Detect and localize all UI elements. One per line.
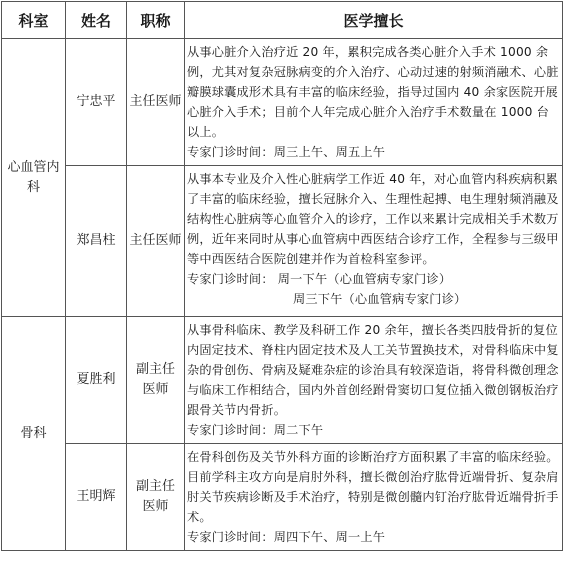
clinic-time: 专家门诊时间：周二下午 (187, 423, 324, 437)
doctor-title (127, 317, 185, 444)
expertise-text: 从事骨科临床、教学及科研工作 20 余年，擅长各类四肢骨折的复位内固定技术、脊柱内固定技术及人工关节置换技术，对骨科临床中复杂的骨创伤、骨病及疑难杂症的诊治具有较深造诣，将骨科微创理念与临床工作相结合，国内外首创经跗骨窦切口复位插入微创钢板治疗跟骨关节内骨折。 (187, 323, 559, 417)
department-label: 心血管内科 (7, 159, 60, 195)
doctor-title-label: 副主任医师 (135, 362, 175, 397)
header-row (2, 2, 563, 39)
doctor-name: 夏胜利 (66, 317, 127, 444)
clinic-time: 专家门诊时间： 周一下午（心血管病专家门诊） (187, 272, 452, 286)
clinic-time-line2: 周三下午（心血管病专家门诊） (293, 292, 467, 306)
department-cell: 骨科 (2, 317, 66, 551)
header-expertise: 医学擅长 (185, 2, 563, 39)
doctor-name: 宁忠平 (66, 39, 127, 166)
doctor-title (127, 444, 185, 551)
doctor-title: 主任医师 (127, 166, 185, 317)
doctor-name: 郑昌柱 (66, 166, 127, 317)
doctor-title: 主任医师 (127, 39, 185, 166)
department-cell (2, 39, 66, 317)
expertise-text: 在骨科创伤及关节外科方面的诊断治疗方面积累了丰富的临床经验。目前学科主攻方向是肩肘外科，擅长微创治疗肱骨近端骨折、复杂肩肘关节疾病诊断及手术治疗，特别是微创髓内钉治疗肱骨近端骨折手术。 (187, 450, 559, 524)
doctor-name: 王明辉 (66, 444, 127, 551)
expertise-text: 从事心脏介入治疗近 20 年，累积完成各类心脏介入手术 1000 余例，尤其对复杂冠脉病变的介入治疗、心动过速的射频消融术、心脏瓣膜球囊成形术具有丰富的临床经验，指导过国内 40 余家医院开展心脏介入手术；目前个人年完成心脏介入治疗手术数量在 1000 台以上。 (187, 45, 559, 139)
expertise-cell (185, 444, 563, 551)
doctor-title-label: 副主任医师 (135, 479, 175, 514)
expertise-cell (185, 39, 563, 166)
expertise-text: 从事本专业及介入性心脏病学工作近 40 年，对心血管内科疾病积累了丰富的临床经验，擅长冠脉介入、生理性起搏、电生理射频消融及结构性心脏病等心血管介入的诊疗，工作以来累计完成相关手术数万例，近年来同时从事心血管病中西医结合诊疗工作，全程参与三级甲等中西医结合医院创建并作为首检科室参评。 (187, 172, 559, 266)
table-row (2, 444, 563, 551)
clinic-time: 专家门诊时间：周四下午、周一上午 (187, 530, 386, 544)
doctor-schedule-table (1, 1, 563, 551)
expertise-cell (185, 317, 563, 444)
table-row (2, 39, 563, 166)
header-name: 姓名 (66, 2, 127, 39)
clinic-time: 专家门诊时间：周三上午、周五上午 (187, 145, 386, 159)
expertise-cell (185, 166, 563, 317)
header-title: 职称 (127, 2, 185, 39)
header-department: 科室 (2, 2, 66, 39)
table-row (2, 166, 563, 317)
table-row (2, 317, 563, 444)
